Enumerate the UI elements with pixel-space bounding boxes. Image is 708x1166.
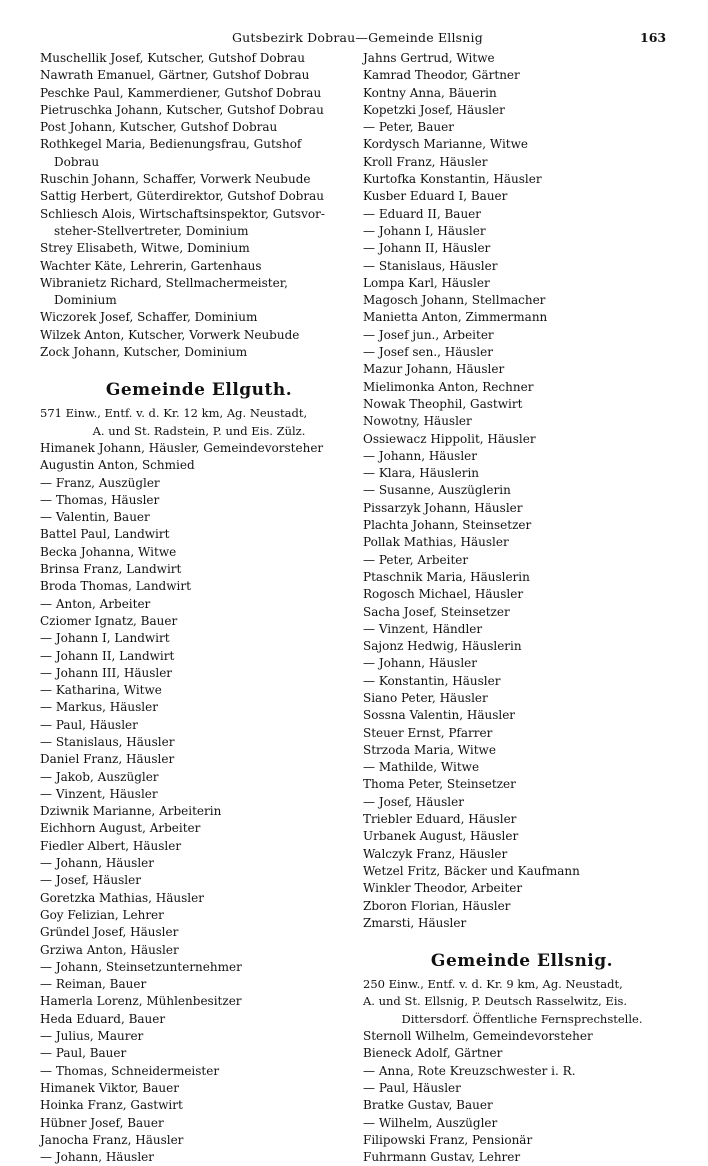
entry-line: Mielimonka Anton, Rechner	[363, 379, 534, 394]
entry-line: Zock Johann, Kutscher, Dominium	[40, 345, 248, 360]
page-header	[0, 30, 708, 50]
entry-line: Hübner Josef, Bauer	[40, 1115, 164, 1130]
info-line: Dittersdorf. Öffentliche Fernsprechstelle.	[401, 1011, 643, 1026]
entry-line: Siano Peter, Häusler	[363, 690, 488, 705]
entry-line: Thoma Peter, Steinsetzer	[363, 777, 516, 792]
entry-line-continuation: steher-Stellvertreter, Dominium	[54, 223, 249, 238]
entry-line: — Wilhelm, Auszügler	[363, 1115, 498, 1130]
entry-line: Kurtofka Konstantin, Häusler	[363, 172, 542, 187]
entry-line: Wiczorek Josef, Schaffer, Dominium	[40, 310, 258, 325]
page-number: 163	[640, 30, 667, 45]
entry-line: Lompa Karl, Häusler	[363, 275, 490, 290]
entry-line: Mazur Johann, Häusler	[363, 362, 505, 377]
entry-line: Kontny Anna, Bäuerin	[363, 85, 497, 100]
entry-line: Goy Felizian, Lehrer	[40, 907, 164, 922]
entry-line: — Stanislaus, Häusler	[363, 258, 498, 273]
entry-line: — Josef jun., Arbeiter	[363, 327, 494, 342]
entry-line-continuation: Dominium	[54, 293, 117, 308]
entry-line: — Julius, Maurer	[40, 1029, 144, 1044]
right-top-entries	[363, 50, 681, 932]
entry-line: Rothkegel Maria, Bedienungsfrau, Gutshof	[40, 137, 302, 152]
section-ellguth	[40, 379, 358, 1166]
entry-line: Dziwnik Marianne, Arbeiterin	[40, 804, 222, 819]
entry-line: — Vinzent, Händler	[363, 621, 483, 636]
entry-line: Pietruschka Johann, Kutscher, Gutshof Dobrau	[40, 102, 324, 117]
entry-line: — Mathilde, Witwe	[363, 760, 480, 775]
entry-line: — Johann, Häusler	[40, 856, 154, 871]
entry-line: — Johann II, Landwirt	[40, 648, 175, 663]
entry-line: Goretzka Mathias, Häusler	[40, 890, 204, 905]
entry-line: Nowotny, Häusler	[363, 414, 472, 429]
entry-line: Hamerla Lorenz, Mühlenbesitzer	[40, 994, 242, 1009]
entry-line: — Paul, Bauer	[40, 1046, 127, 1061]
right-column	[363, 50, 681, 1166]
entry-line: Ossiewacz Hippolit, Häusler	[363, 431, 536, 446]
section-info	[40, 405, 358, 440]
entry-line: Sattig Herbert, Güterdirektor, Gutshof Dobrau	[40, 189, 324, 204]
entry-line: Magosch Johann, Stellmacher	[363, 293, 546, 308]
entry-line: — Eduard II, Bauer	[363, 206, 482, 221]
entry-line: — Vinzent, Häusler	[40, 786, 158, 801]
entry-line: — Peter, Bauer	[363, 120, 454, 135]
entry-line: — Josef sen., Häusler	[363, 345, 493, 360]
running-title: Gutsbezirk Dobrau—Gemeinde Ellsnig	[232, 30, 483, 45]
entry-line: Fuhrmann Gustav, Lehrer	[363, 1150, 521, 1165]
entry-line: Eichhorn August, Arbeiter	[40, 821, 201, 836]
entry-line: Muschellik Josef, Kutscher, Gutshof Dobrau	[40, 51, 305, 65]
entry-line: Nawrath Emanuel, Gärtner, Gutshof Dobrau	[40, 68, 310, 83]
entry-line: Bieneck Adolf, Gärtner	[363, 1046, 503, 1061]
entry-line: — Anton, Arbeiter	[40, 596, 151, 611]
entry-line: Wilzek Anton, Kutscher, Vorwerk Neubude	[40, 327, 300, 342]
entry-line: — Valentin, Bauer	[40, 510, 150, 525]
entry-line: Sossna Valentin, Häusler	[363, 708, 516, 723]
entry-line: Himanek Viktor, Bauer	[40, 1080, 179, 1095]
entry-line: Jahns Gertrud, Witwe	[363, 51, 495, 65]
entry-line: Kroll Franz, Häusler	[363, 154, 488, 169]
entry-line: Steuer Ernst, Pfarrer	[363, 725, 493, 740]
info-line: 250 Einw., Entf. v. d. Kr. 9 km, Ag. Neustadt,	[363, 977, 623, 992]
entry-line: Bratke Gustav, Bauer	[363, 1098, 493, 1113]
entry-line: Rogosch Michael, Häusler	[363, 587, 524, 602]
entry-line: — Johann II, Häusler	[363, 241, 491, 256]
entry-line: — Susanne, Auszüglerin	[363, 483, 511, 498]
entry-line: Ptaschnik Maria, Häuslerin	[363, 569, 530, 584]
entry-line: — Johann, Häusler	[40, 1150, 154, 1165]
entry-line: Heda Eduard, Bauer	[40, 1011, 166, 1026]
entry-line: — Johann III, Häusler	[40, 665, 173, 680]
entry-line: — Konstantin, Häusler	[363, 673, 501, 688]
entry-line: Grziwa Anton, Häusler	[40, 942, 179, 957]
resident-list	[363, 1028, 681, 1166]
entry-line: Battel Paul, Landwirt	[40, 527, 170, 542]
entry-line: Filipowski Franz, Pensionär	[363, 1132, 533, 1147]
entry-line: Wachter Käte, Lehrerin, Gartenhaus	[40, 258, 262, 273]
resident-list	[40, 440, 358, 1166]
entry-line: — Paul, Häusler	[363, 1080, 461, 1095]
entry-line: Kamrad Theodor, Gärtner	[363, 68, 520, 83]
entry-line: Zboron Florian, Häusler	[363, 898, 511, 913]
entry-line: — Thomas, Schneidermeister	[40, 1063, 220, 1078]
entry-line: Wibranietz Richard, Stellmachermeister,	[40, 275, 288, 290]
entry-line: — Johann I, Landwirt	[40, 631, 170, 646]
entry-line: Urbanek August, Häusler	[363, 829, 519, 844]
entry-line: Sajonz Hedwig, Häuslerin	[363, 639, 522, 654]
entry-line: Manietta Anton, Zimmermann	[363, 310, 548, 325]
section-heading: Gemeinde Ellsnig.	[430, 951, 614, 972]
entry-line: Becka Johanna, Witwe	[40, 544, 177, 559]
entry-line: — Jakob, Auszügler	[40, 769, 159, 784]
entry-line: — Josef, Häusler	[363, 794, 464, 809]
entry-line: — Klara, Häuslerin	[363, 466, 480, 481]
entry-line: — Johann, Häusler	[363, 656, 477, 671]
entry-line: — Johann, Steinsetzunternehmer	[40, 959, 242, 974]
entry-line: — Anna, Rote Kreuzschwester i. R.	[363, 1063, 576, 1078]
entry-line: — Peter, Arbeiter	[363, 552, 469, 567]
entry-line: Sacha Josef, Steinsetzer	[363, 604, 510, 619]
entry-line: Strey Elisabeth, Witwe, Dominium	[40, 241, 250, 256]
entry-line: Janocha Franz, Häusler	[40, 1132, 184, 1147]
entry-line: Walczyk Franz, Häusler	[363, 846, 508, 861]
entry-line-continuation: Dobrau	[54, 154, 100, 169]
entry-line: Sternoll Wilhelm, Gemeindevorsteher	[363, 1029, 593, 1044]
entry-line: Augustin Anton, Schmied	[40, 458, 195, 473]
entry-line: Kopetzki Josef, Häusler	[363, 102, 505, 117]
entry-line: Strzoda Maria, Witwe	[363, 742, 496, 757]
entry-line: Kusber Eduard I, Bauer	[363, 189, 508, 204]
section-ellsnig	[363, 950, 681, 1166]
entry-line: — Paul, Häusler	[40, 717, 138, 732]
entry-line: — Thomas, Häusler	[40, 492, 160, 507]
entry-line: Fiedler Albert, Häusler	[40, 838, 182, 853]
entry-line: — Franz, Auszügler	[40, 475, 160, 490]
entry-line: Pollak Mathias, Häusler	[363, 535, 509, 550]
entry-line: — Markus, Häusler	[40, 700, 158, 715]
entry-line: Hoinka Franz, Gastwirt	[40, 1098, 183, 1113]
entry-line: Zmarsti, Häusler	[363, 915, 467, 930]
entry-line: Broda Thomas, Landwirt	[40, 579, 191, 594]
entry-line: — Johann, Häusler	[363, 448, 477, 463]
entry-line: Winkler Theodor, Arbeiter	[363, 881, 523, 896]
entry-line: Gründel Josef, Häusler	[40, 925, 179, 940]
left-top-entries	[40, 50, 358, 361]
entry-line: — Stanislaus, Häusler	[40, 734, 175, 749]
entry-line: — Josef, Häusler	[40, 873, 141, 888]
info-line: 571 Einw., Entf. v. d. Kr. 12 km, Ag. Neustadt,	[40, 406, 308, 421]
entry-line: — Katharina, Witwe	[40, 683, 162, 698]
info-line: A. und St. Radstein, P. und Eis. Zülz.	[92, 423, 306, 438]
entry-line: Cziomer Ignatz, Bauer	[40, 613, 178, 628]
entry-line: Daniel Franz, Häusler	[40, 752, 175, 767]
entry-line: — Reiman, Bauer	[40, 977, 147, 992]
entry-line: Ruschin Johann, Schaffer, Vorwerk Neubude	[40, 172, 311, 187]
entry-line: Peschke Paul, Kammerdiener, Gutshof Dobrau	[40, 85, 322, 100]
left-column	[40, 50, 358, 1166]
entry-line: Pissarzyk Johann, Häusler	[363, 500, 523, 515]
entry-line: — Johann I, Häusler	[363, 223, 486, 238]
entry-line: Brinsa Franz, Landwirt	[40, 562, 182, 577]
entry-line: Triebler Eduard, Häusler	[363, 812, 517, 827]
entry-line: Plachta Johann, Steinsetzer	[363, 518, 532, 533]
entry-line: Kordysch Marianne, Witwe	[363, 137, 528, 152]
entry-line: Post Johann, Kutscher, Gutshof Dobrau	[40, 120, 278, 135]
section-heading: Gemeinde Ellguth.	[105, 380, 293, 401]
section-info	[363, 976, 681, 1028]
entry-line: Schliesch Alois, Wirtschaftsinspektor, Gutsvor-	[40, 206, 325, 221]
entry-line: Wetzel Fritz, Bäcker und Kaufmann	[363, 863, 580, 878]
entry-line: Nowak Theophil, Gastwirt	[363, 396, 523, 411]
info-line: A. und St. Ellsnig, P. Deutsch Rasselwitz, Eis.	[363, 994, 628, 1009]
entry-line: Himanek Johann, Häusler, Gemeindevorsteher	[40, 440, 324, 455]
